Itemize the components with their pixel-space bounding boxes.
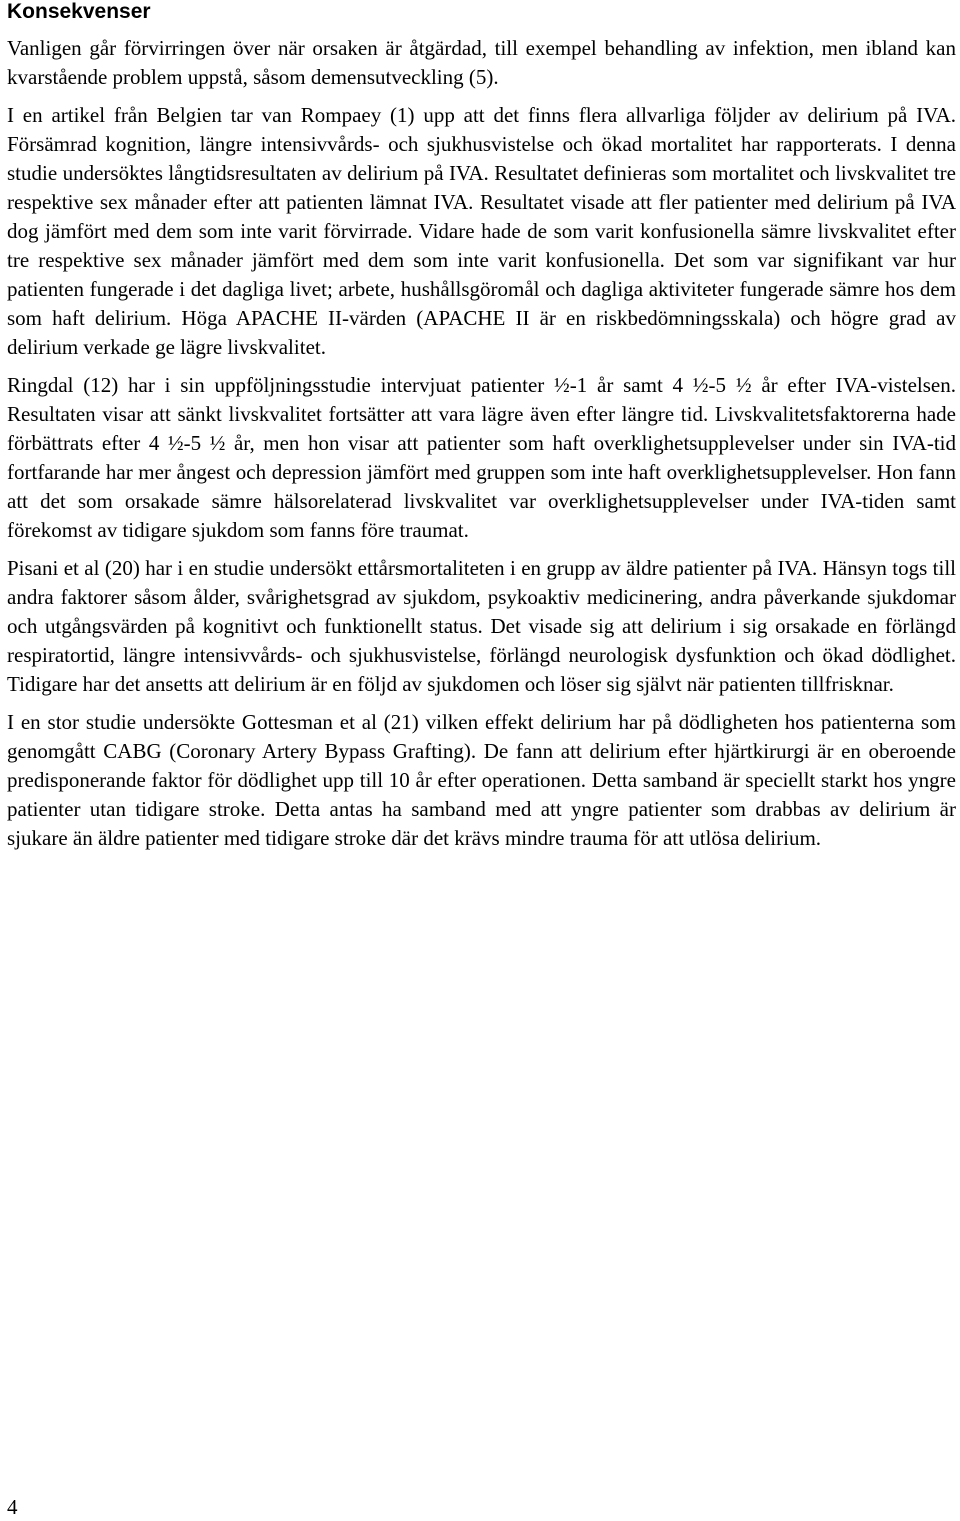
paragraph-van-rompaey: I en artikel från Belgien tar van Rompaey (1) upp att det finns flera allvarliga följder av delirium på IVA. Försämrad kognition, längre intensivvårds- och sjukhusvistelse och ökad mortalitet har rapporterats. I denna studie undersöktes långtidsresultaten av delirium på IVA. Resultatet definieras som mortalitet och livskvalitet tre respektive sex månader efter att patienten lämnat IVA. Resultatet visade att fler patienter med delirium på IVA dog jämfört med dem som inte varit förvirrade. Vidare hade de som varit konfusionella sämre livskvalitet efter tre respektive sex månader jämfört med dem som inte varit konfusionella. Det som var signifikant var hur patienten fungerade i det dagliga livet; arbete, hushållsgöromål och dagliga aktiviteter fungerade sämre hos dem som haft delirium. Höga APACHE II-värden (APACHE II är en riskbedömningsskala) och högre grad av delirium verkade ge lägre livskvalitet. [7, 103, 956, 359]
paragraph-pisani: Pisani et al (20) har i en studie undersökt ettårsmortaliteten i en grupp av äldre patienter på IVA. Hänsyn togs till andra faktorer såsom ålder, svårighetsgrad av sjukdom, psykoaktiv medicinering, andra påverkande sjukdomar och utgångsvärden på kognitivt och funktionellt status. Det visade sig att delirium i sig orsakade en förlängd respiratortid, längre intensivvårds- och sjukhusvistelse, förlängd neurologisk dysfunktion och ökad dödlighet. Tidigare har det ansetts att delirium är en följd av sjukdomen och löser sig självt när patienten tillfrisknar. [7, 556, 956, 696]
paragraph-gottesman: I en stor studie undersökte Gottesman et al (21) vilken effekt delirium har på dödligheten hos patienterna som genomgått CABG (Coronary Artery Bypass Grafting). De fann att delirium efter hjärtkirurgi är en oberoende predisponerande faktor för dödlighet upp till 10 år efter operationen. Detta samband är speciellt starkt hos yngre patienter utan tidigare stroke. Detta antas ha samband med att yngre patienter som drabbas av delirium är sjukare än äldre patienter med tidigare stroke där det krävs mindre trauma för att utlösa delirium. [7, 710, 956, 850]
paragraph-ringdal: Ringdal (12) har i sin uppföljningsstudie intervjuat patienter ½-1 år samt 4 ½-5 ½ år efter IVA-vistelsen. Resultaten visar att sänkt livskvalitet fortsätter att vara lägre även efter längre tid. Livskvalitetsfaktorerna hade förbättrats efter 4 ½-5 ½ år, men hon visar att patienter som haft overklighetsupplevelser under sin IVA-tid fortfarande har mer ångest och depression jämfört med gruppen som inte haft overklighetsupplevelser. Hon fann att det som orsakade sämre hälsorelaterad livskvalitet var overklighetsupplevelser under IVA-tiden samt förekomst av tidigare sjukdom som fanns före traumat. [7, 373, 956, 542]
document-page [7, 0, 956, 862]
paragraph-intro: Vanligen går förvirringen över när orsaken är åtgärdad, till exempel behandling av infektion, men ibland kan kvarstående problem uppstå, såsom demensutveckling (5). [7, 36, 956, 89]
page-number: 4 [7, 1495, 18, 1519]
section-heading: Konsekvenser [7, 0, 151, 23]
